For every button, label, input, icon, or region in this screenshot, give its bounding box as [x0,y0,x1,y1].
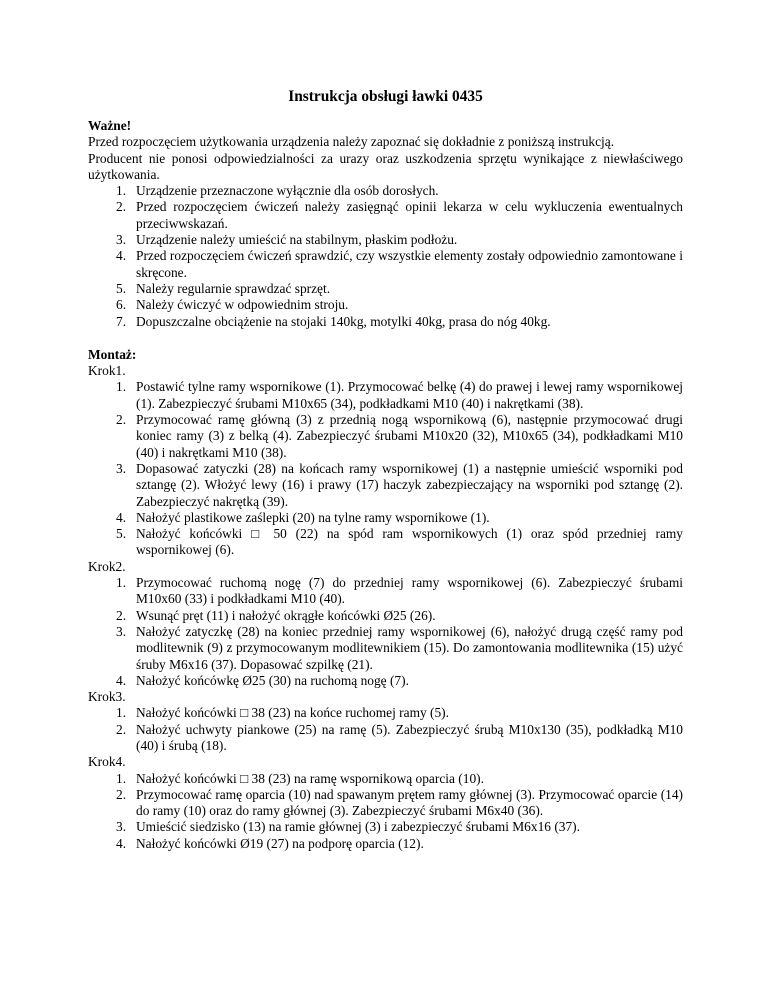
list-item-text: Nałożyć końcówki □ 38 (23) na ramę wspornikową oparcia (10). [136,770,484,786]
list-item [116,412,683,461]
list-item [116,721,683,755]
list-item-text: Nałożyć plastikowe zaślepki (20) na tylne ramy wspornikowe (1). [136,509,490,525]
list-item [116,379,683,412]
list-item [116,199,683,232]
list-item-number: 7. [116,313,127,329]
list-item-text: Przymocować ramę główną (3) z przednią nogą wspornikową (6), następnie przymocować drugi koniec ramy (3) z belką (4). Zabezpieczyć śrubami M10x20 (32), M10x65 (34), podkładkami M10 (40) i nakrętkami M10 (38). [136,412,683,460]
important-paragraph: Przed rozpoczęciem użytkowania urządzenia należy zapoznać się dokładnie z poniższą instrukcją. [88,134,615,150]
step-list [88,705,683,754]
list-item-number: 1. [116,705,127,721]
list-item [116,526,683,559]
list-item-number: 6. [116,297,127,313]
list-item [116,183,683,199]
list-item-text: Nałożyć zatyczkę (28) na koniec przedniej ramy wspornikowej (6), nałożyć drugą część ramy pod modlitewnik (9) z przymocowanym modlitewnikiem (15). Do zamontowania modlitewnika (15) użyć śruby M6x16 (37). Dopasować szpilkę (21). [136,623,683,672]
list-item [116,607,683,624]
step-list [88,771,683,852]
list-item-number: 2. [116,721,127,737]
list-item-text: Należy regularnie sprawdzać sprzęt. [136,280,331,296]
list-item [116,705,683,721]
list-item [116,672,683,689]
important-paragraph: Producent nie ponosi odpowiedzialności za urazy oraz uszkodzenia sprzętu wynikające z niewłaściwego użytkowania. [88,150,683,182]
list-item-text: Przymocować ruchomą nogę (7) do przedniej ramy wspornikowej (6). Zabezpieczyć śrubami M10x60 (33) i podkładkami M10 (40). [136,575,683,607]
important-list [88,183,683,330]
list-item-text: Należy ćwiczyć w odpowiednim stroju. [136,297,349,313]
list-item-number: 2. [116,786,127,802]
step-list [88,575,683,689]
list-item-number: 4. [116,509,127,525]
list-item-number: 2. [116,412,127,428]
list-item-number: 1. [116,770,127,786]
list-item-number: 4. [116,248,127,264]
step-label: Krok4. [88,754,126,770]
list-item [116,232,683,248]
list-item-text: Dopuszczalne obciążenie na stojaki 140kg, motylki 40kg, prasa do nóg 40kg. [136,313,551,329]
list-item [116,509,683,526]
list-item [116,819,683,835]
list-item-text: Umieścić siedzisko (13) na ramie głównej (3) i zabezpieczyć śrubami M6x16 (37). [136,819,580,835]
assembly-heading: Montaż: [88,346,137,362]
section-spacer [88,330,683,347]
list-item-number: 3. [116,232,127,248]
list-item-text: Nałożyć uchwyty piankowe (25) na ramę (5). Zabezpieczyć śrubą M10x130 (35), podkładką M10 (40) i śrubą (18). [136,721,683,753]
list-item-number: 1. [116,379,127,395]
list-item-text: Urządzenie należy umieścić na stabilnym, płaskim podłożu. [136,232,458,248]
list-item-number: 4. [116,835,127,851]
list-item [116,835,683,852]
list-item [116,297,683,313]
list-item-number: 5. [116,526,127,542]
list-item-text: Przymocować ramę oparcia (10) nad spawanym prętem ramy głównej (3). Przymocować oparcie (14) do ramy (10) oraz do ramy głównej (3). Zabezpieczyć śrubami M6x40 (36). [136,786,683,819]
list-item-text: Nałożyć końcówki □ 38 (23) na końce ruchomej ramy (5). [136,705,449,721]
list-item-text: Przed rozpoczęciem ćwiczeń sprawdzić, czy wszystkie elementy zostały odpowiednio zamontowane i skręcone. [136,248,683,280]
list-item [116,770,683,787]
list-item-text: Wsunąć pręt (11) i nałożyć okrągłe końcówki Ø25 (26). [136,607,436,623]
list-item-text: Nałożyć końcówki Ø19 (27) na podporę oparcia (12). [136,835,424,851]
step-list [88,379,683,558]
list-item-number: 1. [116,575,127,591]
list-item [116,248,683,281]
list-item [116,623,683,673]
document-title: Instrukcja obsługi ławki 0435 [288,88,483,105]
list-item-text: Nałożyć końcówkę Ø25 (30) na ruchomą nogę (7). [136,672,409,688]
step-label: Krok3. [88,689,126,705]
list-item-number: 3. [116,819,127,835]
document-page [88,88,683,852]
list-item-number: 4. [116,672,127,688]
list-item-number: 3. [116,623,127,639]
list-item-number: 3. [116,460,127,476]
list-item-number: 2. [116,199,127,215]
list-item [116,575,683,608]
list-item-text: Urządzenie przeznaczone wyłącznie dla osób dorosłych. [136,183,439,199]
list-item-text: Dopasować zatyczki (28) na końcach ramy wspornikowej (1) a następnie umieścić wsporniki pod sztangę (2). Włożyć lewy (16) i prawy (17) haczyk zabezpieczający na wsporniki pod sztangę (2). Zabezpieczyć nakrętką (39). [136,460,683,509]
list-item-number: 5. [116,280,127,296]
list-item [116,280,683,297]
important-heading: Ważne! [88,118,132,133]
list-item [116,460,683,510]
list-item-text: Postawić tylne ramy wspornikowe (1). Przymocować belkę (4) do prawej i lewej ramy wspornikowej (1). Zabezpieczyć śrubami M10x65 (34), podkładkami M10 (40) i nakrętkami (38). [136,379,683,411]
list-item [116,313,683,330]
step-label: Krok1. [88,363,126,379]
list-item [116,786,683,820]
list-item-text: Nałożyć końcówki □ 50 (22) na spód ram wspornikowych (1) oraz spód przedniej ramy wspornikowej (6). [136,526,683,558]
list-item-number: 1. [116,183,127,199]
step-label: Krok2. [88,558,126,574]
list-item-number: 2. [116,607,127,623]
list-item-text: Przed rozpoczęciem ćwiczeń należy zasięgnąć opinii lekarza w celu wykluczenia ewentualnych przeciwwskazań. [136,199,683,231]
